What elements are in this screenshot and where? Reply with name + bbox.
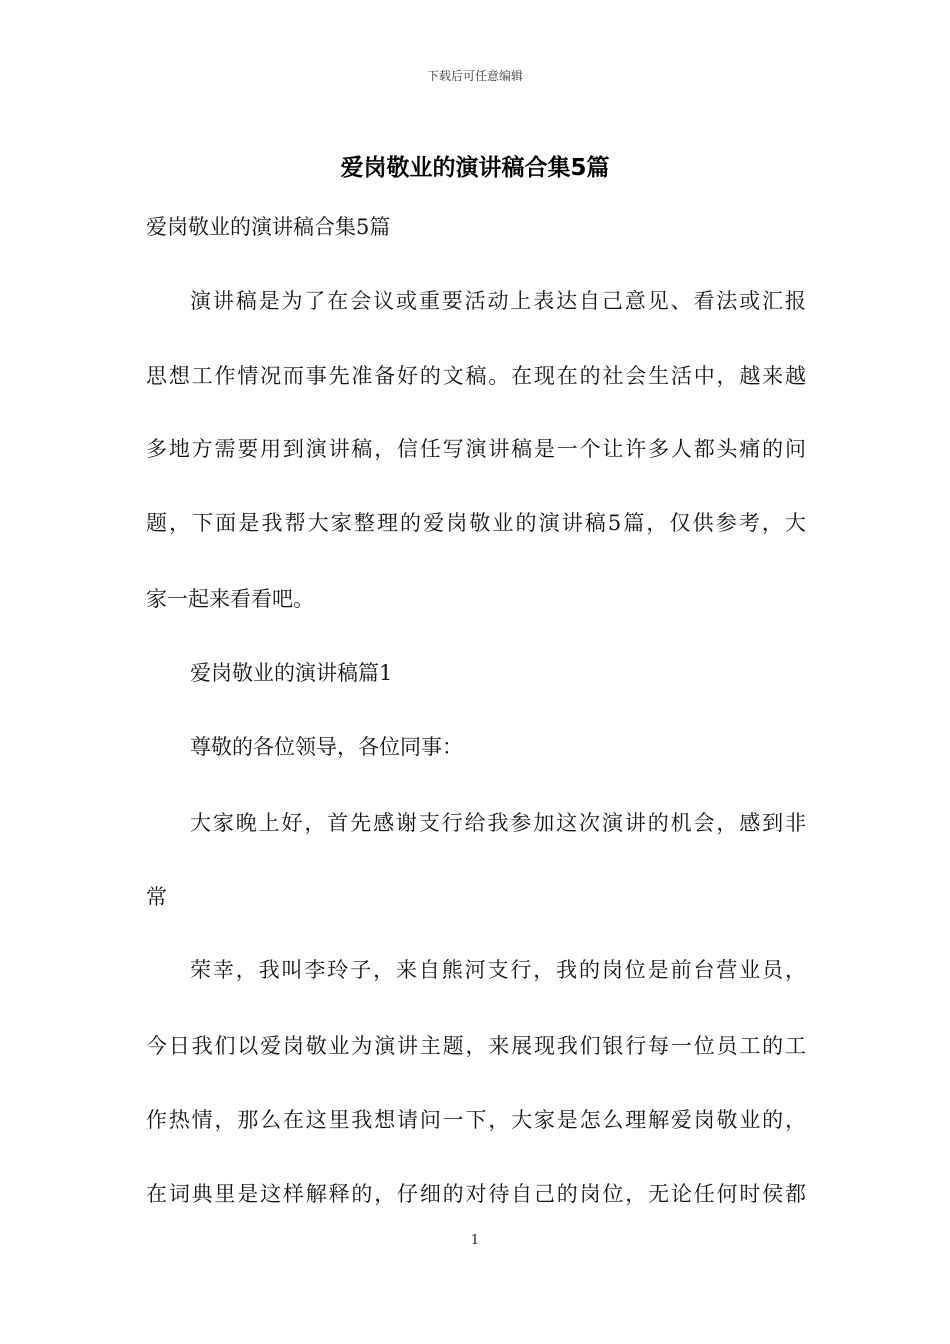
- paragraph-line: 大家晚上好，首先感谢支行给我参加这次演讲的机会，感到非: [190, 811, 806, 835]
- document-title: 爱岗敬业的演讲稿合集5篇: [340, 155, 610, 181]
- paragraph-line: 荣幸，我叫李玲子，来自熊河支行，我的岗位是前台营业员，: [190, 958, 806, 982]
- paragraph-line: 演讲稿是为了在会议或重要活动上表达自己意见、看法或汇报: [190, 289, 806, 313]
- salutation-line: 尊敬的各位领导，各位同事：: [190, 735, 463, 759]
- section-heading: 爱岗敬业的演讲稿篇1: [190, 661, 393, 685]
- paragraph-line: 思想工作情况而事先准备好的文稿。在现在的社会生活中，越来越: [146, 364, 806, 388]
- paragraph-line: 今日我们以爱岗敬业为演讲主题，来展现我们银行每一位员工的工: [146, 1034, 806, 1058]
- paragraph-line: 常: [146, 885, 167, 909]
- paragraph-line: 家一起来看看吧。: [146, 587, 314, 611]
- paragraph-line: 在词典里是这样解释的，仔细的对待自己的岗位，无论任何时侯都: [146, 1182, 806, 1206]
- page-number: 1: [470, 1233, 480, 1248]
- header-note: 下载后可任意编辑: [426, 69, 523, 83]
- paragraph-line: 作热情，那么在这里我想请问一下，大家是怎么理解爱岗敬业的，: [146, 1108, 806, 1132]
- paragraph-line: 题，下面是我帮大家整理的爱岗敬业的演讲稿5篇，仅供参考，大: [146, 511, 806, 535]
- paragraph-line: 多地方需要用到演讲稿，信任写演讲稿是一个让许多人都头痛的问: [146, 437, 806, 461]
- subtitle-line: 爱岗敬业的演讲稿合集5篇: [146, 215, 391, 239]
